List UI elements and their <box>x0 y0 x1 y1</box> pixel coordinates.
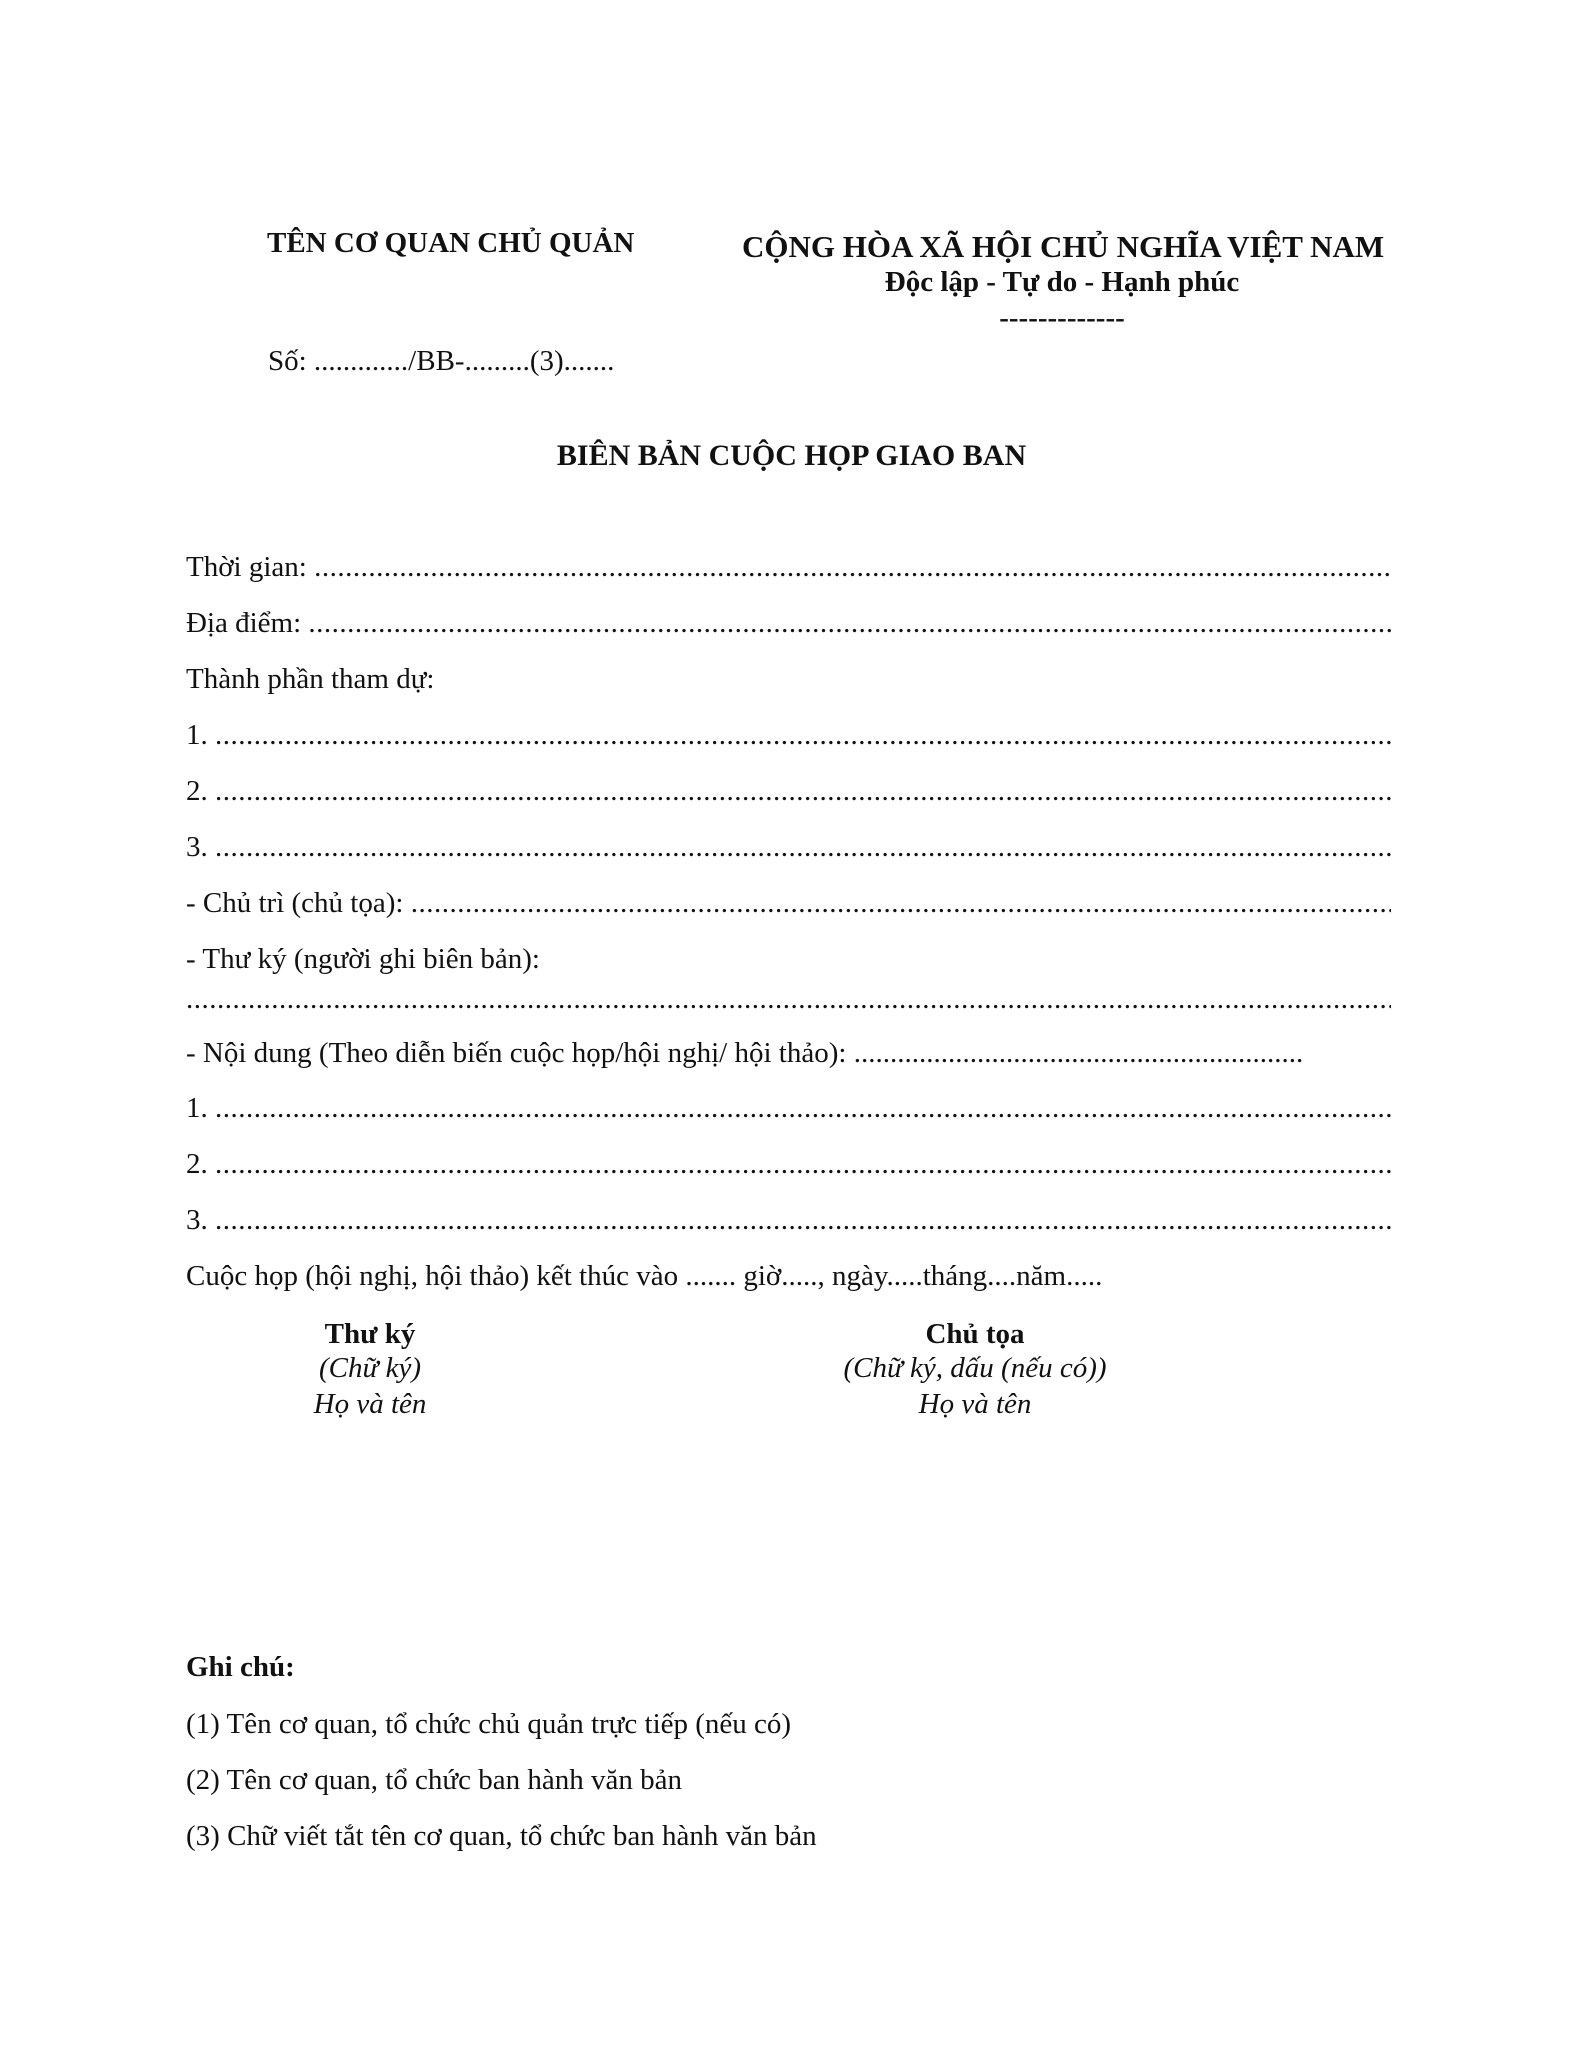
secretary-label: - Thư ký (người ghi biên bản): <box>186 945 540 974</box>
content-fill-dots: .............................................................. <box>853 1039 1304 1068</box>
chair-signature-block <box>775 1320 1175 1419</box>
content-line-3 <box>186 1206 1391 1235</box>
document-number: Số: ............./BB-.........(3)....... <box>268 345 615 377</box>
chair-fill-dots <box>411 889 1391 918</box>
content-fill-dots-3 <box>215 1206 1391 1235</box>
place-label: Địa điểm: <box>186 609 309 638</box>
participant-line-3 <box>186 833 1391 862</box>
time-line <box>186 553 1391 582</box>
note-item-2: (2) Tên cơ quan, tổ chức ban hành văn bản <box>186 1764 682 1796</box>
secretary-signature-block <box>220 1320 520 1419</box>
secretary-signature-hint: (Chữ ký) <box>319 1352 421 1384</box>
agency-name: TÊN CƠ QUAN CHỦ QUẢN <box>267 227 635 259</box>
participant-fill-dots-1 <box>215 721 1391 750</box>
place-fill-dots <box>308 609 1391 638</box>
content-number-2: 2. <box>186 1150 215 1179</box>
national-title: CỘNG HÒA XÃ HỘI CHỦ NGHĨA VIỆT NAM <box>742 229 1385 264</box>
place-line <box>186 609 1391 638</box>
participant-number-1: 1. <box>186 721 215 750</box>
secretary-fill-dots <box>186 985 1391 1014</box>
participant-number-2: 2. <box>186 777 215 806</box>
chair-name-hint: Họ và tên <box>918 1388 1032 1420</box>
secretary-role: Thư ký <box>324 1318 416 1350</box>
participant-line-2 <box>186 777 1391 806</box>
content-fill-dots-1 <box>215 1094 1391 1123</box>
note-item-3: (3) Chữ viết tắt tên cơ quan, tổ chức ban hành văn bản <box>186 1820 817 1852</box>
secretary-line <box>186 945 1391 974</box>
document-title: BIÊN BẢN CUỘC HỌP GIAO BAN <box>556 439 1027 472</box>
content-number-3: 3. <box>186 1206 215 1235</box>
participant-fill-dots-3 <box>215 833 1391 862</box>
chair-line <box>186 889 1391 918</box>
chair-role: Chủ tọa <box>925 1318 1025 1350</box>
participant-line-1 <box>186 721 1391 750</box>
notes-heading: Ghi chú: <box>186 1651 295 1683</box>
header-divider: ------------- <box>999 302 1125 334</box>
time-fill-dots <box>314 553 1391 582</box>
participant-number-3: 3. <box>186 833 215 862</box>
content-line-2 <box>186 1150 1391 1179</box>
chair-signature-hint: (Chữ ký, dấu (nếu có)) <box>843 1352 1107 1384</box>
secretary-name-hint: Họ và tên <box>313 1388 427 1420</box>
content-fill-dots-2 <box>215 1150 1391 1179</box>
note-item-1: (1) Tên cơ quan, tổ chức chủ quản trực tiếp (nếu có) <box>186 1708 792 1740</box>
national-motto: Độc lập - Tự do - Hạnh phúc <box>884 266 1240 298</box>
content-number-1: 1. <box>186 1094 215 1123</box>
participants-label: Thành phần tham dự: <box>186 665 435 694</box>
content-line-1 <box>186 1094 1391 1123</box>
secretary-fill-line <box>186 985 1391 1014</box>
participant-fill-dots-2 <box>215 777 1391 806</box>
content-line <box>186 1039 1391 1068</box>
time-label: Thời gian: <box>186 553 315 582</box>
participants-line <box>186 665 1391 694</box>
closing-line: Cuộc họp (hội nghị, hội thảo) kết thúc vào ....... giờ....., ngày.....tháng....năm..... <box>186 1260 1103 1292</box>
chair-label: - Chủ trì (chủ tọa): <box>186 889 411 918</box>
content-label: - Nội dung (Theo diễn biến cuộc họp/hội nghị/ hội thảo): <box>186 1039 854 1068</box>
